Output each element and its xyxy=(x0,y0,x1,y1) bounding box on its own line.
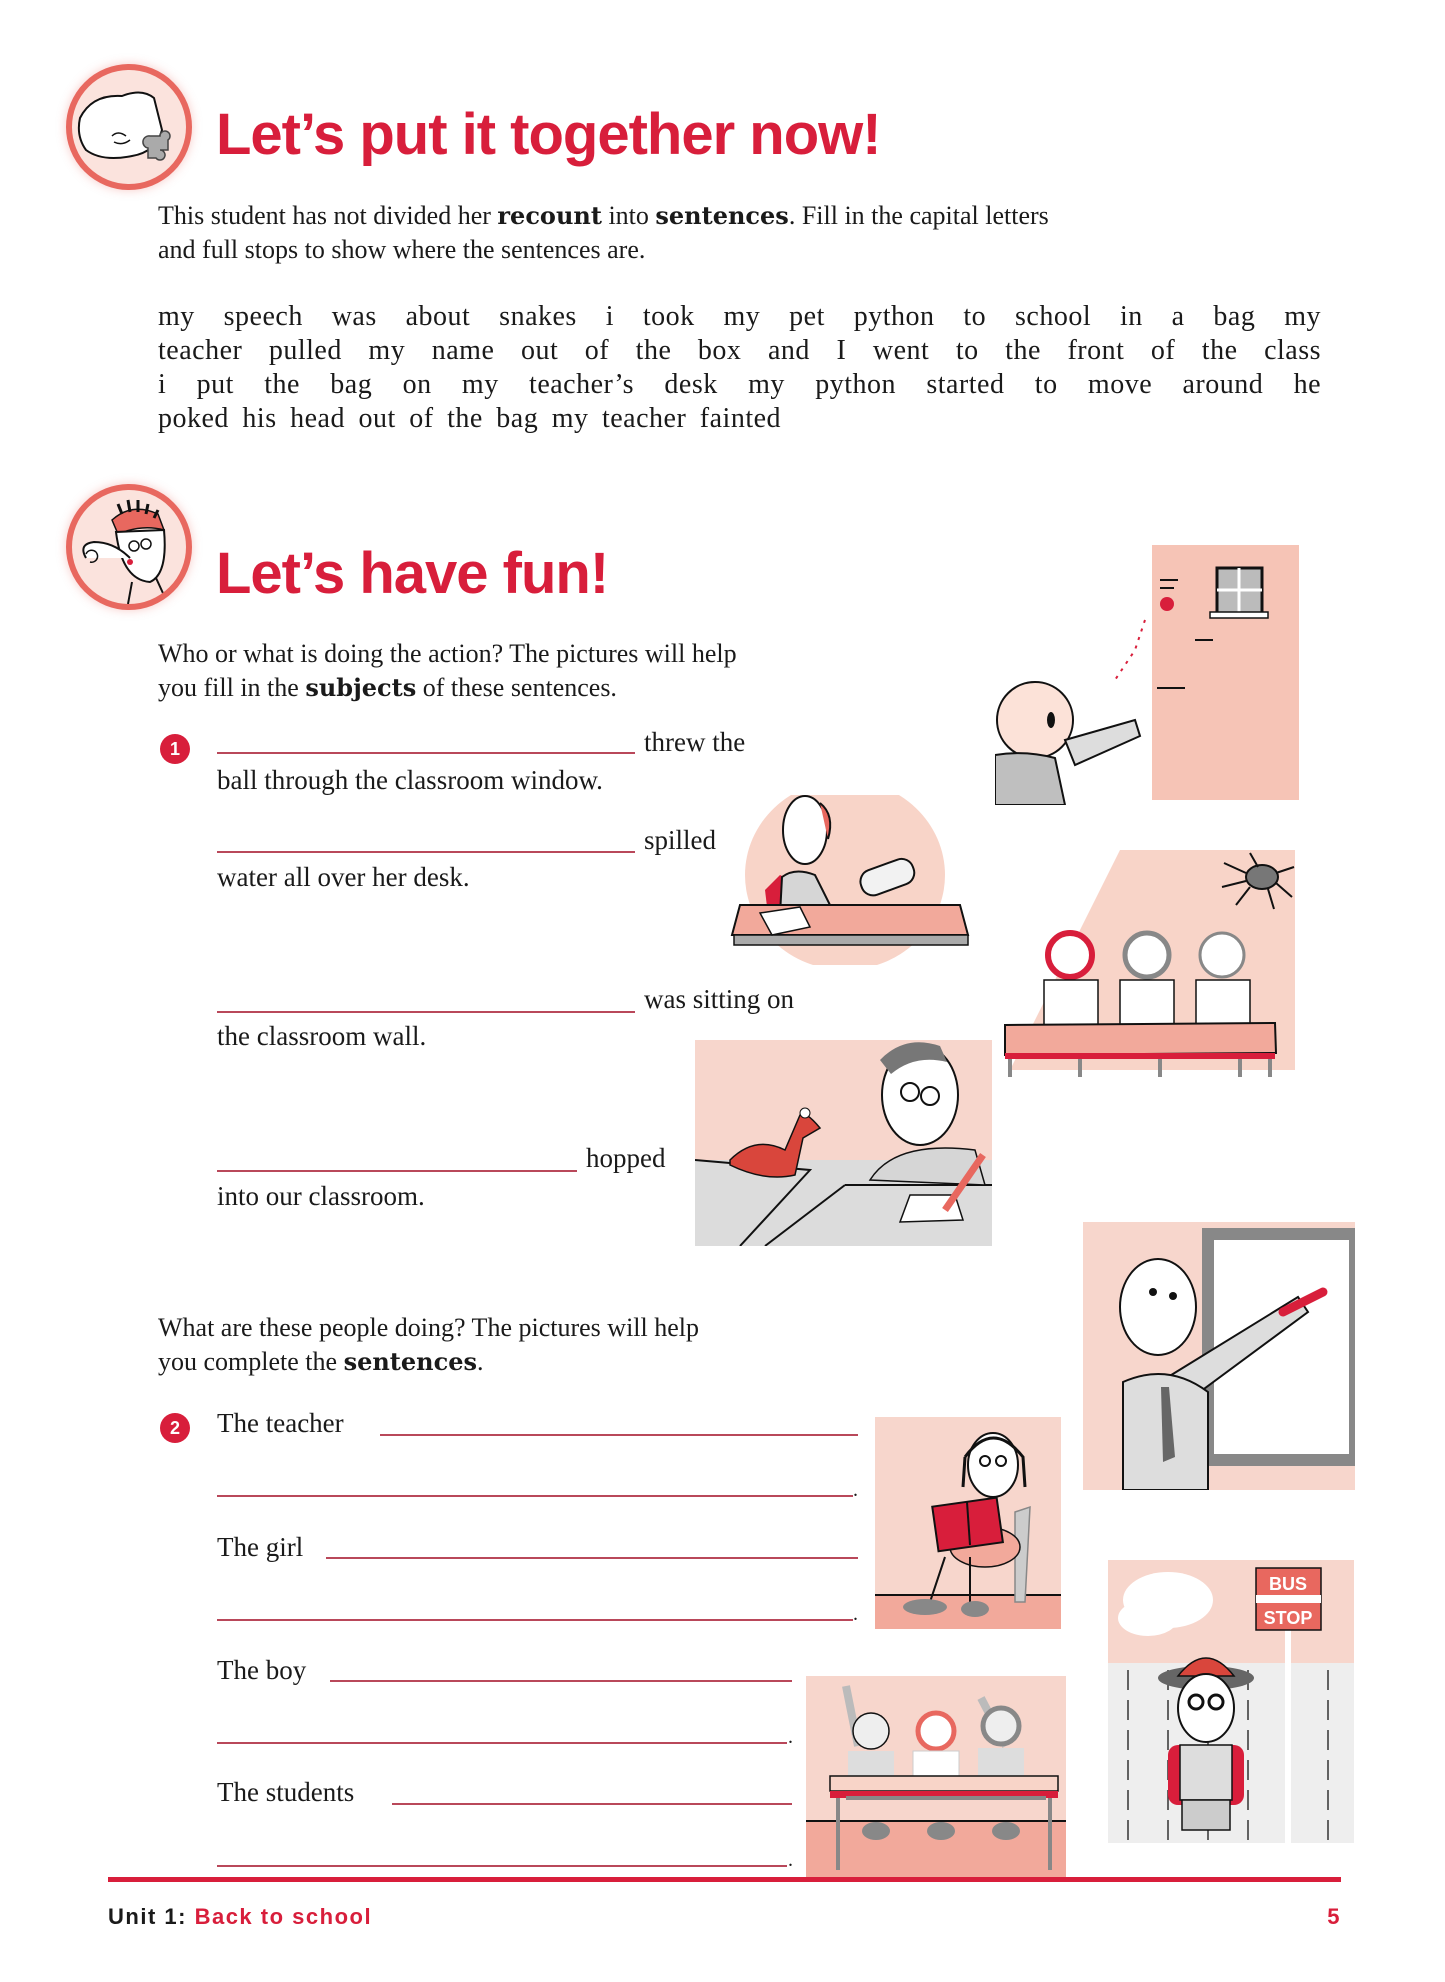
instruction-subjects: Who or what is doing the action? The pictures will help you fill in the subjects of these sentences. xyxy=(158,639,737,702)
question-number-1: 1 xyxy=(160,734,190,764)
recount-line: poked his head out of the bag my teacher fainted xyxy=(158,403,782,434)
answer-blank-q1-a[interactable] xyxy=(217,752,635,754)
footer-divider xyxy=(108,1877,1341,1882)
recount-line: i put the bag on my teacher’s desk my python started to move around he xyxy=(158,369,1321,400)
answer-blank-q2-teacher-1[interactable] xyxy=(380,1434,858,1436)
section-heading-put-together: Let’s put it together now! xyxy=(216,102,881,167)
picture-spider-on-wall xyxy=(1000,845,1300,1080)
picture-boy-throwing-ball xyxy=(995,540,1315,805)
bus-sign-bottom-text: STOP xyxy=(1263,1608,1313,1628)
section-heading-have-fun: Let’s have fun! xyxy=(216,541,609,606)
recount-line: teacher pulled my name out of the box and I went to the front of the class xyxy=(158,335,1321,366)
q1-d-text: hopped xyxy=(586,1143,666,1173)
answer-blank-q2-girl-1[interactable] xyxy=(326,1557,858,1559)
answer-blank-q1-c[interactable] xyxy=(217,1011,635,1013)
picture-teacher-at-board xyxy=(1083,1222,1355,1490)
q2-students-prefix: The students xyxy=(217,1777,355,1807)
answer-blank-q2-students-1[interactable] xyxy=(392,1803,792,1805)
answer-blank-q1-b[interactable] xyxy=(217,851,635,853)
bus-sign-top-text: BUS xyxy=(1268,1574,1308,1594)
instruction-sentences: What are these people doing? The pictures will help you complete the sentences. xyxy=(158,1313,699,1376)
picture-boy-at-bus-stop xyxy=(1108,1560,1354,1843)
picture-girl-reading xyxy=(875,1417,1061,1629)
answer-blank-q2-students-2[interactable] xyxy=(217,1865,787,1867)
puzzle-hand-icon xyxy=(66,64,192,190)
full-stop: . xyxy=(853,1603,858,1625)
recount-paragraph xyxy=(158,300,1321,436)
unit-label: Unit 1: xyxy=(108,1904,187,1929)
answer-blank-q2-boy-1[interactable] xyxy=(330,1680,792,1682)
q2-girl-prefix: The girl xyxy=(217,1532,304,1562)
q1-a-text: threw the xyxy=(644,727,746,757)
answer-blank-q2-teacher-2[interactable] xyxy=(217,1495,853,1497)
picture-bird-in-classroom xyxy=(695,1040,992,1246)
page-number: 5 xyxy=(1327,1904,1341,1929)
q1-d-line2: into our classroom. xyxy=(217,1181,425,1211)
picture-girl-spilling-water xyxy=(720,795,980,965)
q1-c-text: was sitting on xyxy=(644,984,795,1014)
q1-c-line2: the classroom wall. xyxy=(217,1021,427,1051)
recount-line: my speech was about snakes i took my pet python to school in a bag my xyxy=(158,301,1321,332)
q1-b-line2: water all over her desk. xyxy=(217,862,470,892)
answer-blank-q2-boy-2[interactable] xyxy=(217,1742,787,1744)
question-number-2: 2 xyxy=(160,1413,190,1443)
instruction-recount: This student has not divided her recount into sentences. Fill in the capital letters and full stops to show where the sentences are. xyxy=(158,201,1049,264)
answer-blank-q1-d[interactable] xyxy=(217,1170,577,1172)
q1-b-text: spilled xyxy=(644,825,716,855)
full-stop: . xyxy=(788,1849,793,1871)
full-stop: . xyxy=(853,1479,858,1501)
unit-title: Back to school xyxy=(194,1904,373,1929)
footer-unit xyxy=(108,1904,372,1930)
picture-students-raising-hands xyxy=(806,1676,1066,1882)
answer-blank-q2-girl-2[interactable] xyxy=(217,1619,853,1621)
q1-a-line2: ball through the classroom window. xyxy=(217,765,603,795)
q2-boy-prefix: The boy xyxy=(217,1655,307,1685)
whistling-boy-icon xyxy=(66,484,192,610)
q2-teacher-prefix: The teacher xyxy=(217,1408,344,1438)
full-stop: . xyxy=(788,1726,793,1748)
